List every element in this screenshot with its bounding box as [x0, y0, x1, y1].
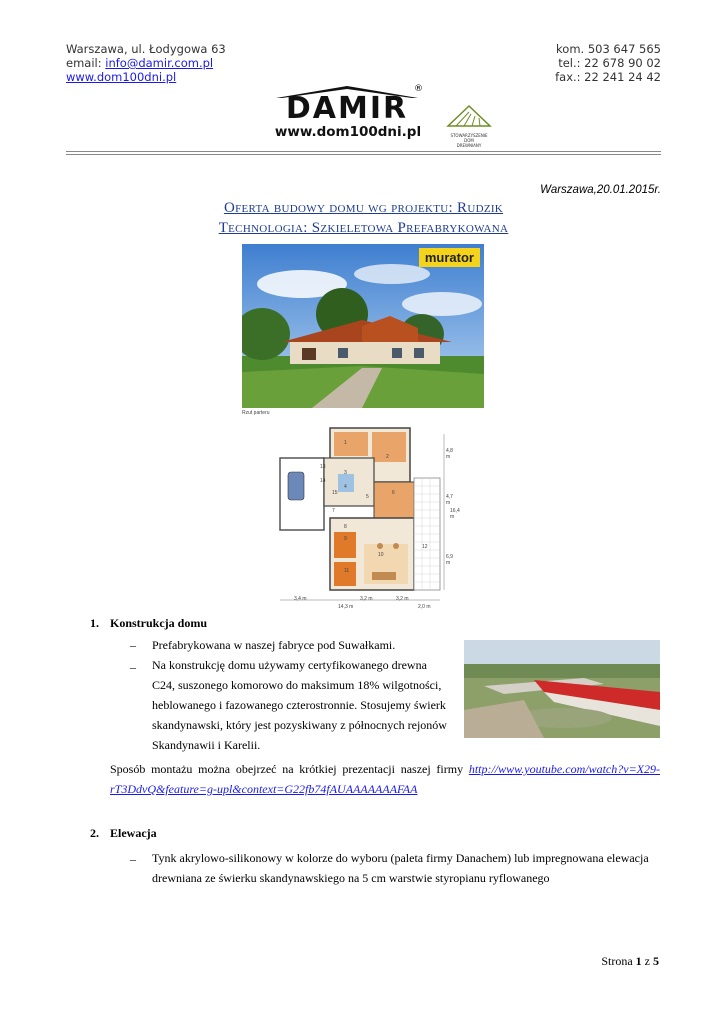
assoc-line-3: DREWNIANY: [456, 143, 482, 148]
plan-dim-bottom-1: 3,4 m: [294, 596, 307, 602]
murator-badge: murator: [419, 248, 480, 267]
section-2-item-1: [152, 848, 664, 888]
plan-dim-right-1: 4,8 m: [446, 448, 453, 460]
damir-logo: [262, 84, 432, 144]
item-2-line-4: skandynawski, który jest pozyskiwany z północnych rejonów: [152, 718, 447, 732]
address: Warszawa, ul. Łodygowa 63: [66, 42, 226, 56]
email-line: email: info@damir.com.pl: [66, 56, 214, 70]
plan-dim-bottom-3: 3,2 m: [396, 596, 409, 602]
page-number: Strona 1 z 5: [601, 954, 659, 968]
email-link[interactable]: info@damir.com.pl: [105, 56, 214, 70]
plan-room-10: 10: [378, 552, 384, 558]
header-contact-left: [66, 42, 226, 84]
section-2-title: Elewacja: [110, 826, 157, 840]
registered-mark: ®: [414, 84, 423, 94]
montage-text: Sposób montażu można obejrzeć na krótkiej prezentacji naszej firmy: [110, 762, 464, 776]
current-page: 1: [635, 954, 642, 968]
plan-room-3: 3: [344, 470, 347, 476]
plan-room-6: 6: [392, 490, 395, 496]
bullet-dash: –: [130, 660, 136, 674]
bullet-dash: –: [130, 852, 136, 866]
wood-house-icon: [444, 104, 494, 128]
plan-room-2: 2: [386, 454, 389, 460]
header-divider-2: [66, 154, 661, 155]
header-contact-right: [555, 42, 661, 84]
document-date: Warszawa,20.01.2015r.: [540, 184, 661, 196]
item-line-1: Tynk akrylowo-silikonowy w kolorze do wyboru (paleta firmy Danachem) lub impregnowana elewacja: [152, 851, 649, 865]
plan-dim-right-3: 16,4 m: [450, 508, 460, 520]
assoc-line-2: DOM: [464, 138, 474, 143]
youtube-link-continued[interactable]: rT3DdvQ&feature=g-upl&context=G22fb74fAUAAAAAAAFAA: [110, 782, 418, 796]
item-line-2: drewniana ze świerku skandynawskiego na 5 cm warstwie styropianu ryflowanego: [152, 871, 550, 885]
section-1-title: Konstrukcja domu: [110, 616, 208, 630]
section-2-number: 2.: [90, 826, 99, 840]
house-render-image: [242, 244, 484, 408]
item-2-line-1: Na konstrukcję domu używamy certyfikowanego drewna: [152, 658, 427, 672]
plan-room-5: 5: [366, 494, 369, 500]
fax: fax.: 22 241 24 42: [555, 70, 661, 84]
plan-room-4: 4: [344, 484, 347, 490]
offer-title: Oferta budowy domu wg projektu: Rudzik: [223, 200, 504, 216]
section-1-number: 1.: [90, 616, 99, 630]
plan-room-8: 8: [344, 524, 347, 530]
plan-room-14: 14: [320, 478, 326, 484]
youtube-link[interactable]: http://www.youtube.com/watch?v=X29-: [468, 762, 660, 776]
plan-dim-right-4: 6,9 m: [446, 554, 453, 566]
association-logo: [444, 104, 494, 148]
factory-aerial-image: [464, 640, 660, 738]
plan-room-1: 1: [344, 440, 347, 446]
plan-room-13: 13: [320, 464, 326, 470]
website-link[interactable]: www.dom100dni.pl: [66, 70, 177, 84]
plan-dim-bottom-4: 14,3 m: [338, 604, 354, 610]
item-2-line-5: Skandynawii i Karelii.: [152, 738, 261, 752]
plan-room-15: 15: [332, 490, 338, 496]
total-pages: 5: [653, 954, 659, 968]
plan-room-11: 11: [344, 568, 350, 574]
mobile-phone: kom. 503 647 565: [556, 42, 661, 56]
phone: tel.: 22 678 90 02: [558, 56, 661, 70]
section-1-paragraph: [110, 759, 660, 779]
logo-site: www.dom100dni.pl: [274, 124, 422, 140]
plan-dim-bottom-2: 3,2 m: [360, 596, 373, 602]
item-2-line-2: C24, suszonego komorowo do maksimum 18% wilgotności,: [152, 678, 442, 692]
item-2-line-3: heblowanego i fazowanego czterostronnie. Stosujemy świerk: [152, 698, 446, 712]
plan-dim-bottom-5: 2,0 m: [418, 604, 431, 610]
header-divider: [66, 151, 661, 152]
plan-dim-right-2: 4,7 m: [446, 494, 453, 506]
plan-room-12: 12: [422, 544, 428, 550]
technology-title: Technologia: Szkieletowa Prefabrykowana: [218, 220, 509, 236]
section-1-link-continued: [110, 779, 417, 799]
section-1-item-2: [152, 655, 454, 755]
assoc-line-1: STOWARZYSZENIE: [450, 133, 488, 138]
plan-room-9: 9: [344, 536, 347, 542]
section-1-item-1: Prefabrykowana w naszej fabryce pod Suwałkami.: [152, 638, 396, 652]
bullet-dash: –: [130, 638, 136, 652]
logo-brand: DAMIR: [285, 91, 409, 126]
floor-plan-image: [268, 424, 458, 612]
floor-plan-caption: Rzut parteru: [242, 410, 270, 416]
plan-room-7: 7: [332, 508, 335, 514]
